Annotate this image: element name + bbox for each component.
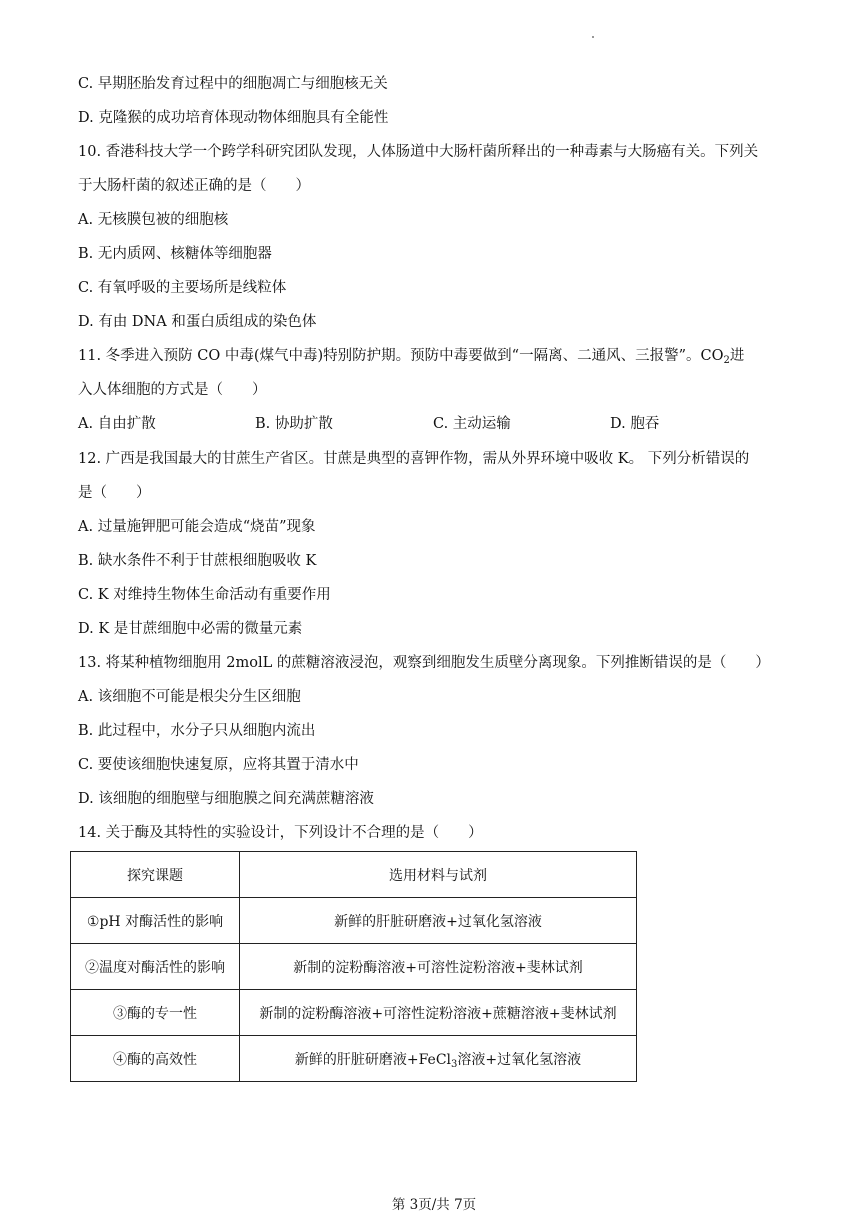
q13-stem: 13. 将某种植物细胞用 2molL 的蔗糖溶液浸泡，观察到细胞发生质壁分离现象。下列推断错误的是（ ） xyxy=(78,655,770,671)
q11-option-b: B. 协助扩散 xyxy=(255,416,333,432)
q10-stem-line1: 10. 香港科技大学一个跨学科研究团队发现，人体肠道中大肠杆菌所释出的一种毒素与大肠癌有关。下列关 xyxy=(78,144,759,160)
table-cell-materials: 新制的淀粉酶溶液+可溶性淀粉溶液+斐林试剂 xyxy=(240,944,637,990)
q10-option-a: A. 无核膜包被的细胞核 xyxy=(78,212,229,228)
q11-option-d: D. 胞吞 xyxy=(610,416,660,432)
table-cell-materials: 新鲜的肝脏研磨液+FeCl$_3$溶液+过氧化氢溶液 xyxy=(240,1036,637,1082)
q13-option-c: C. 要使该细胞快速复原，应将其置于清水中 xyxy=(78,757,359,773)
q10-stem-line2: 于大肠杆菌的叙述正确的是（ ） xyxy=(78,178,310,194)
table-header-topic: 探究课题 xyxy=(71,852,240,898)
q11-stem-line1: 11. 冬季进入预防 CO 中毒(煤气中毒)特别防护期。预防中毒要做到“一隔离、二通风、三报警”。$CO_2$进 xyxy=(78,348,745,366)
q12-stem-line2: 是（ ） xyxy=(78,485,151,501)
page-footer: 第 3页/共 7页 xyxy=(391,1197,477,1213)
q14-stem: 14. 关于酶及其特性的实验设计，下列设计不合理的是（ ） xyxy=(78,825,483,841)
q10-option-c: C. 有氧呼吸的主要场所是线粒体 xyxy=(78,280,287,296)
q12-option-a: A. 过量施钾肥可能会造成“烧苗”现象 xyxy=(78,519,316,535)
table-row xyxy=(71,990,637,1036)
q11-options xyxy=(78,414,698,434)
table-cell-topic: ③酶的专一性 xyxy=(71,990,240,1036)
table-row xyxy=(71,898,637,944)
table-header-materials: 选用材料与试剂 xyxy=(240,852,637,898)
q9-option-c: C. 早期胚胎发育过程中的细胞凋亡与细胞核无关 xyxy=(78,76,388,92)
q10-option-d: D. 有由 DNA 和蛋白质组成的染色体 xyxy=(78,314,317,330)
q13-option-d: D. 该细胞的细胞壁与细胞膜之间充满蔗糖溶液 xyxy=(78,791,374,807)
q11-option-a: A. 自由扩散 xyxy=(78,416,156,432)
q10-option-b: B. 无内质网、核糖体等细胞器 xyxy=(78,246,272,262)
q11-option-c: C. 主动运输 xyxy=(433,416,511,432)
q12-stem-line1: 12. 广西是我国最大的甘蔗生产省区。甘蔗是典型的喜钾作物，需从外界环境中吸收 K。 下列分析错误的 xyxy=(78,451,750,467)
table-cell-topic: ②温度对酶活性的影响 xyxy=(71,944,240,990)
table-cell-materials: 新鲜的肝脏研磨液+过氧化氢溶液 xyxy=(240,898,637,944)
q12-option-c: C. K 对维持生物体生命活动有重要作用 xyxy=(78,587,331,603)
q11-stem-line2: 入人体细胞的方式是（ ） xyxy=(78,382,267,398)
table-row xyxy=(71,944,637,990)
q12-option-b: B. 缺水条件不利于甘蔗根细胞吸收 K xyxy=(78,553,317,569)
q9-option-d: D. 克隆猴的成功培育体现动物体细胞具有全能性 xyxy=(78,110,389,126)
table-header-row xyxy=(71,852,637,898)
q13-option-a: A. 该细胞不可能是根尖分生区细胞 xyxy=(78,689,301,705)
q14-table xyxy=(70,851,637,1082)
q12-option-d: D. K 是甘蔗细胞中必需的微量元素 xyxy=(78,621,303,637)
table-cell-topic: ①pH 对酶活性的影响 xyxy=(71,898,240,944)
table-cell-materials: 新制的淀粉酶溶液+可溶性淀粉溶液+蔗糖溶液+斐林试剂 xyxy=(240,990,637,1036)
q13-option-b: B. 此过程中，水分子只从细胞内流出 xyxy=(78,723,316,739)
table-row xyxy=(71,1036,637,1082)
table-cell-topic: ④酶的高效性 xyxy=(71,1036,240,1082)
scan-dot xyxy=(592,36,594,38)
